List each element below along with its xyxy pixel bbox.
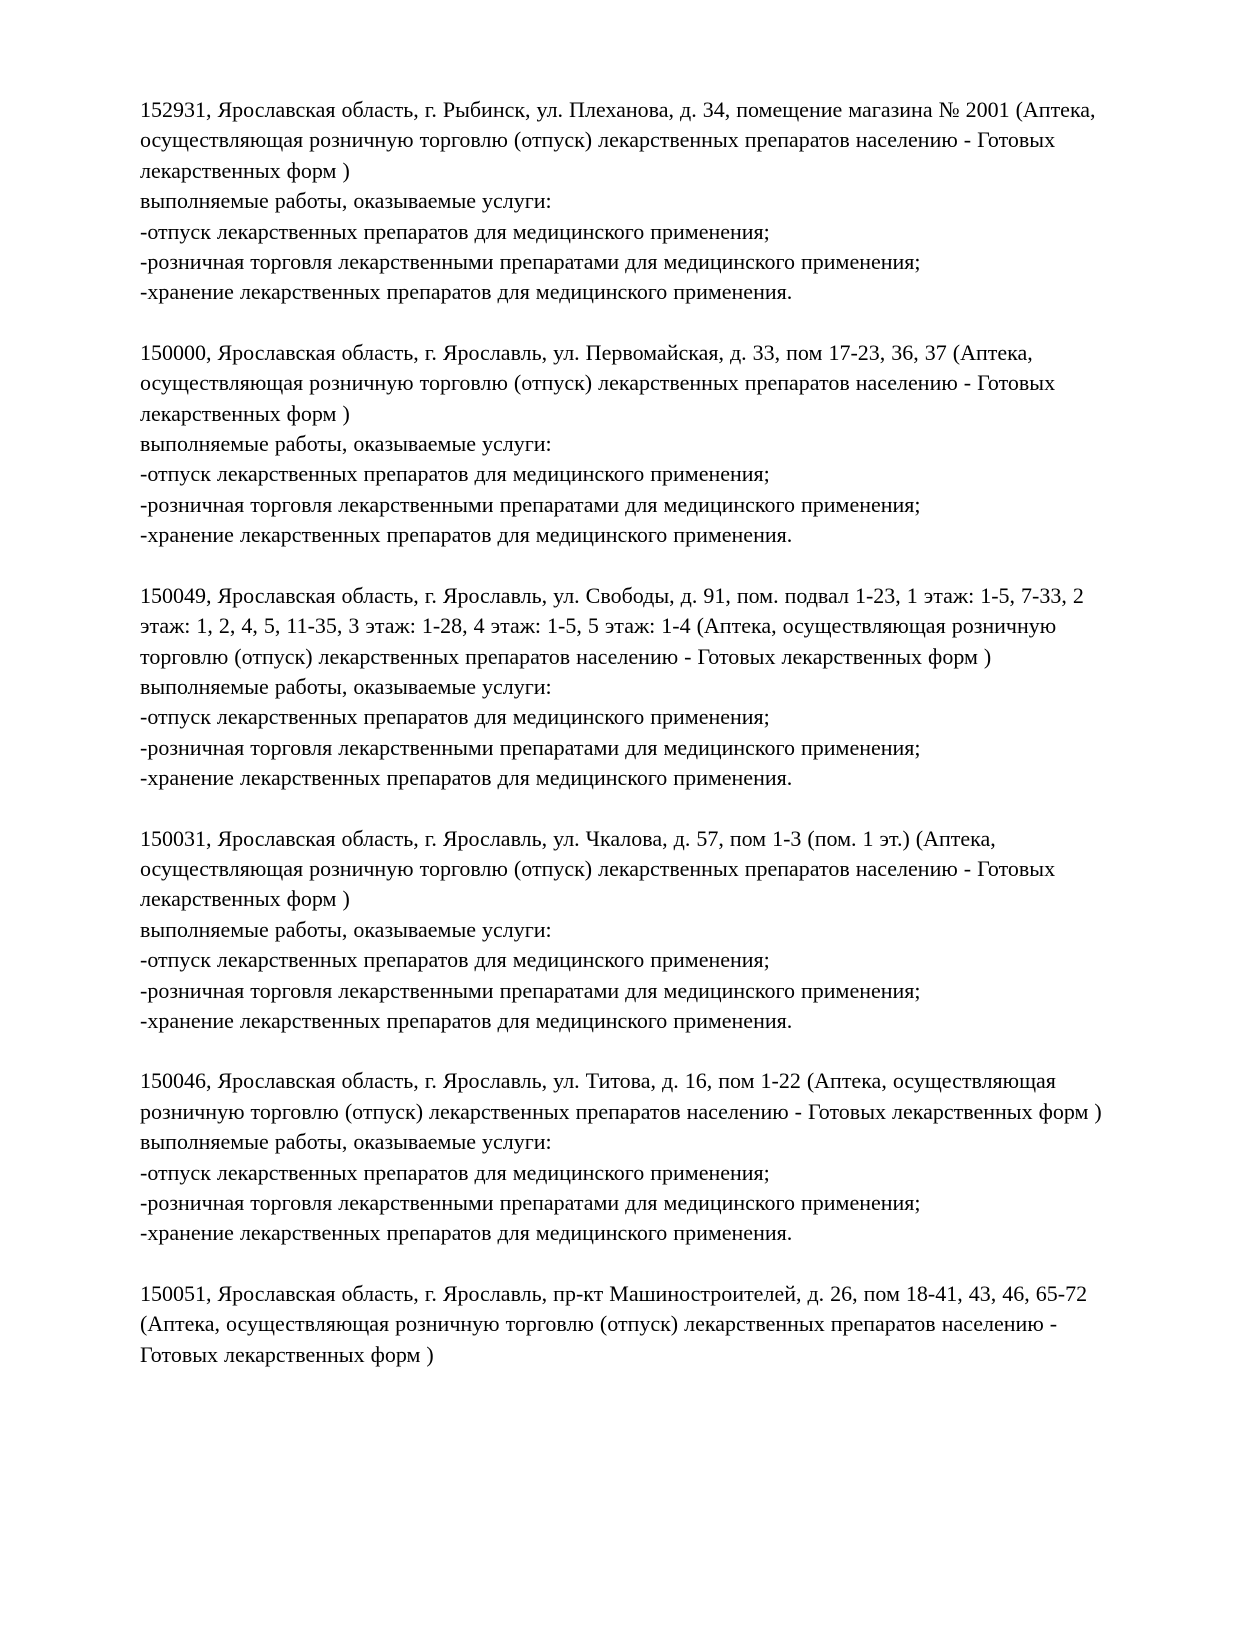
- service-item: -хранение лекарственных препаратов для медицинского применения.: [140, 522, 793, 548]
- works-header: выполняемые работы, оказываемые услуги:: [140, 188, 552, 214]
- service-item: -хранение лекарственных препаратов для медицинского применения.: [140, 279, 793, 305]
- service-item: -розничная торговля лекарственными препаратами для медицинского применения;: [140, 734, 921, 760]
- works-header: выполняемые работы, оказываемые услуги:: [140, 673, 552, 699]
- entry-address: 152931, Ярославская область, г. Рыбинск, ул. Плеханова, д. 34, помещение магазина № 2001 (Аптека, осуществляющая розничную торговлю (отпуск) лекарственных препаратов населению - Готовых лекарственных форм ): [140, 97, 1096, 183]
- license-entry: [140, 338, 1114, 551]
- license-entry: [140, 824, 1114, 1037]
- license-entry: [140, 1279, 1114, 1370]
- service-item: -розничная торговля лекарственными препаратами для медицинского применения;: [140, 1190, 921, 1215]
- service-item: -розничная торговля лекарственными препаратами для медицинского применения;: [140, 491, 921, 517]
- entry-address: 150051, Ярославская область, г. Ярославль, пр-кт Машиностроителей, д. 26, пом 18-41, 43, 46, 65-72 (Аптека, осуществляющая розничную торговлю (отпуск) лекарственных препаратов населению - Готовых лекарственных форм ): [140, 1280, 1088, 1367]
- service-item: -отпуск лекарственных препаратов для медицинского применения;: [140, 1159, 770, 1185]
- entry-address: 150031, Ярославская область, г. Ярославль, ул. Чкалова, д. 57, пом 1-3 (пом. 1 эт.) (Аптека, осуществляющая розничную торговлю (отпуск) лекарственных препаратов населению - Готовых лекарственных форм ): [140, 825, 1056, 912]
- service-item: -отпуск лекарственных препаратов для медицинского применения;: [140, 218, 770, 244]
- service-item: -отпуск лекарственных препаратов для медицинского применения;: [140, 461, 770, 487]
- works-header: выполняемые работы, оказываемые услуги:: [140, 916, 552, 942]
- service-item: -отпуск лекарственных препаратов для медицинского применения;: [140, 704, 770, 730]
- service-item: -хранение лекарственных препаратов для медицинского применения.: [140, 1220, 793, 1246]
- service-item: -хранение лекарственных препаратов для медицинского применения.: [140, 1007, 793, 1033]
- service-item: -отпуск лекарственных препаратов для медицинского применения;: [140, 947, 770, 973]
- entry-address: 150046, Ярославская область, г. Ярославль, ул. Титова, д. 16, пом 1-22 (Аптека, осуществляющая розничную торговлю (отпуск) лекарственных препаратов населению - Готовых лекарственных форм ): [140, 1068, 1102, 1124]
- entry-address: 150000, Ярославская область, г. Ярославль, ул. Первомайская, д. 33, пом 17-23, 36, 37 (Аптека, осуществляющая розничную торговлю (отпуск) лекарственных препаратов населению - Готовых лекарственных форм ): [140, 339, 1056, 426]
- license-entry: [140, 1066, 1114, 1248]
- service-item: -хранение лекарственных препаратов для медицинского применения.: [140, 765, 793, 791]
- service-item: -розничная торговля лекарственными препаратами для медицинского применения;: [140, 249, 921, 275]
- license-entry: [140, 95, 1114, 308]
- works-header: выполняемые работы, оказываемые услуги:: [140, 431, 552, 457]
- entry-address: 150049, Ярославская область, г. Ярославль, ул. Свободы, д. 91, пом. подвал 1-23, 1 этаж: 1-5, 7-33, 2 этаж: 1, 2, 4, 5, 11-35, 3 этаж: 1-28, 4 этаж: 1-5, 5 этаж: 1-4 (Аптека, осуществляющая розничную торговлю (отпуск) лекарственных препаратов населению - Готовых лекарственных форм ): [140, 582, 1084, 669]
- service-item: -розничная торговля лекарственными препаратами для медицинского применения;: [140, 977, 921, 1003]
- license-entry: [140, 581, 1114, 794]
- works-header: выполняемые работы, оказываемые услуги:: [140, 1129, 552, 1155]
